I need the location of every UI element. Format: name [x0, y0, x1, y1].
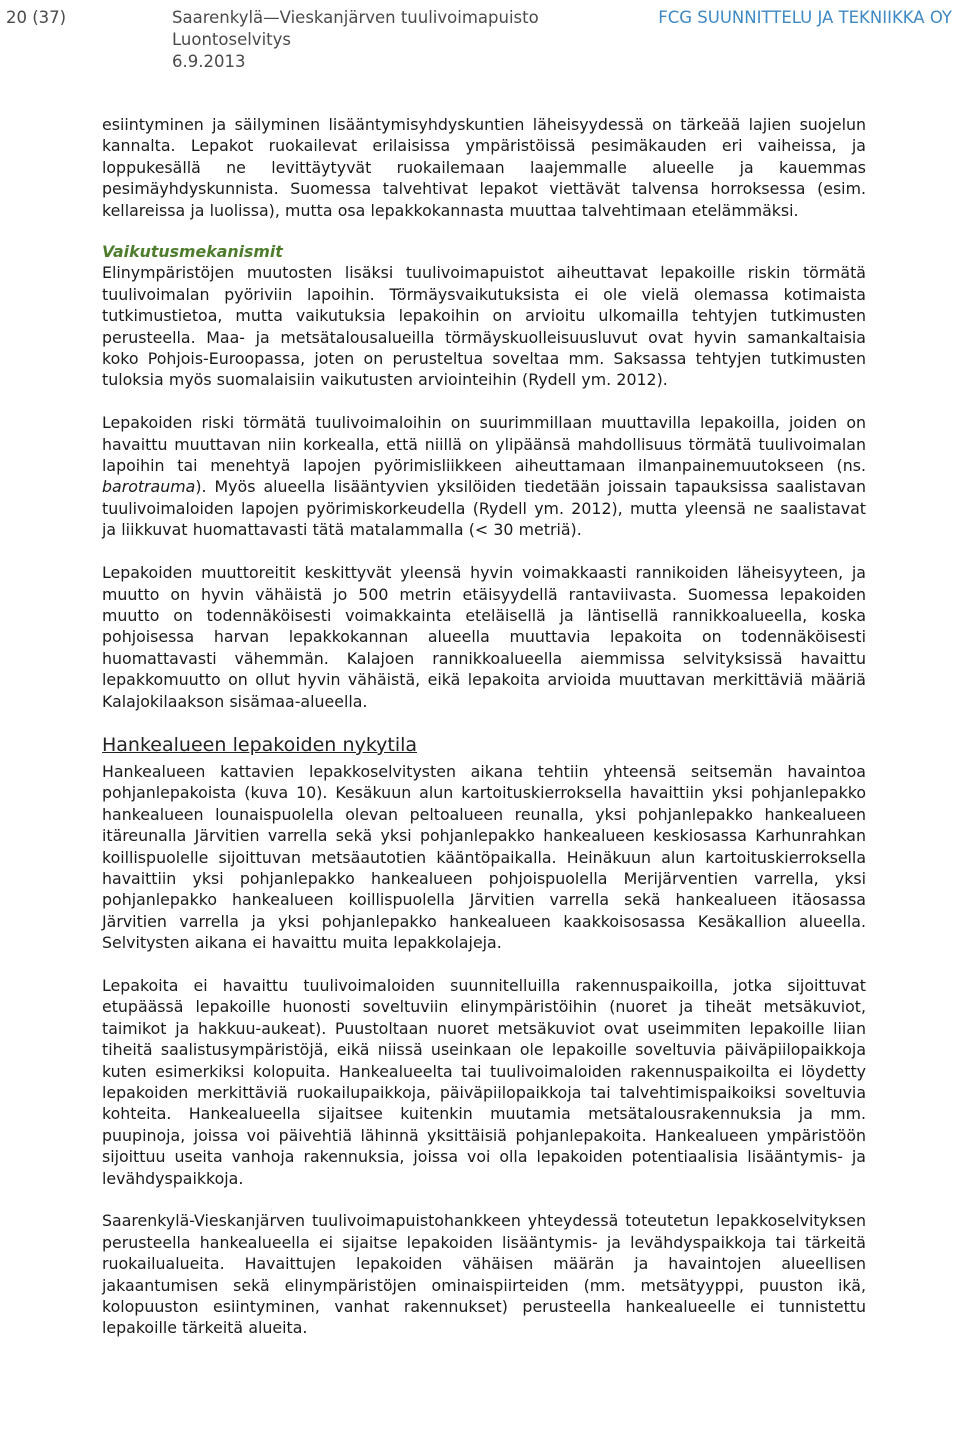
conclusion-paragraph: Saarenkylä-Vieskanjärven tuulivoimapuistohankkeen yhteydessä toteutetun lepakkoselvityksen perusteella hankealueella ei sijaitse lepakoiden lisääntymis- ja levähdyspaikkoja tai tärkeitä ruokailualueita. Havaittujen lepakoiden vähäisen määrän ja havaintojen alueellisen jakaantumisen sekä elinympäristöjen ominaispiirteiden (mm. metsätyyppi, puuston ikä, kolopuuston esiintyminen, vanhat rakennukset) perusteella hankealueelle ei tunnistettu lepakoille tärkeitä alueita.	[102, 1211, 866, 1338]
risk-text-after: ). Myös alueella lisääntyvien yksilöiden tiedetään joissain tapauksissa saalistavan tuulivoimaloiden lapojen pyörimiskorkeudella (Rydell ym. 2012), mutta yleensä ne saalistavat ja liikkuvat huomattavasti tätä matalammalla (< 30 metriä).	[102, 477, 866, 540]
company-name: FCG SUUNNITTELU JA TEKNIIKKA OY	[658, 8, 952, 27]
risk-text-before: Lepakoiden riski törmätä tuulivoimaloihin on suurimmillaan muuttavilla lepakoilla, joiden on havaittu muuttavan niin korkealla, että niillä on ylipäänsä mahdollisuus törmätä tuulivoimalan lapoihin tai menehtyä lapojen pyörimisliikkeen aiheuttamaan ilmanpainemuutokseen (ns.	[102, 413, 866, 476]
risk-term-italic: barotrauma	[102, 477, 196, 497]
document-date: 6.9.2013	[172, 52, 246, 71]
status-paragraph: Hankealueen kattavien lepakkoselvitysten aikana tehtiin yhteensä seitsemän havaintoa pohjanlepakoista (kuva 10). Kesäkuun alun kartoituskierroksella havaittiin yksi pohjanlepakko hankealueen lounaispuolella olevan peltoalueen reunalla, yksi pohjanlepakko hankealueen itäreunalla Järvitien varrella sekä yksi pohjanlepakko hankealueen keskiosassa Karhunrahkan koillispuolelle sijoittuvan metsäautotien kääntöpaikalla. Heinäkuun alun kartoituskierroksella havaittiin yksi pohjanlepakko hankealueen pohjoispuolella Merijärventien varrella, yksi pohjanlepakko hankealueen koillispuolella Järvitien varrella sekä hankealueen itäosassa Järvitien varrella ja yksi pohjanlepakko hankealueen kaakkoisosassa Kesäkallion alueella. Selvitysten aikana ei havaittu muita lepakkolajeja.	[102, 761, 866, 953]
mechanism-heading: Vaikutusmekanismit	[102, 242, 283, 262]
mechanism-paragraph: Elinympäristöjen muutosten lisäksi tuulivoimapuistot aiheuttavat lepakoille riskin törmätä tuulivoimalan pyöriviin lapoihin. Törmäysvaikutuksista ei ole vielä olemassa kotimaista tutkimustietoa, mutta vaikutuksia lepakoihin on arvioitu ulkomailla tehtyjen tutkimusten perusteella. Maa- ja metsätalousalueilla törmäyskuolleisuusluvut ovat hyvin samankaltaisia koko Pohjois-Euroopassa, joten on perusteltua soveltaa mm. Saksassa tehtyjen tutkimusten tuloksia myös suomalaisiin vaikutusten arviointeihin (Rydell ym. 2012).	[102, 263, 866, 390]
page-header	[0, 4, 960, 70]
intro-paragraph	[102, 114, 866, 221]
intro-text-b: Suomessa talvehtivat lepakot viettävät talvensa horroksessa (esim. kellareissa ja luolissa), mutta osa lepakkokannasta muuttaa talvehtimaan etelämmäksi.	[102, 179, 866, 220]
migration-paragraph: Lepakoiden muuttoreitit keskittyvät yleensä hyvin voimakkaasti rannikoiden läheisyyteen, ja muutto on hyvin vähäistä jo 500 metrin etäisyydellä rantaviivasta. Suomessa lepakoiden muutto on todennäköisesti voimakkainta eteläisellä ja läntisellä rannikkoalueella, koska pohjoisessa harvan lepakkokannan alueella muuttavia lepakoita on todennäköisesti huomattavasti vähemmän. Kalajoen rannikkoalueella aiemmissa selvityksissä havaittu lepakkomuutto on ollut hyvin vähäistä, eikä lepakoita arvioida muuttavan merkittäviä määriä Kalajokilaakson sisämaa-alueella.	[102, 563, 866, 711]
section-heading: Hankealueen lepakoiden nykytila	[102, 733, 418, 756]
intro-text-a: esiintyminen ja säilyminen lisääntymisyhdyskuntien läheisyydessä on tärkeää lajien suojelun kannalta. Lepakot ruokailevat erilaisissa ympäristöissä pesimäkauden eri vaiheissa, ja loppukesällä ne levittäytyvät ruokailemaan laajemmalle alueelle ja kauemmas pesimäyhdyskunnista.	[102, 115, 866, 199]
page-number: 20 (37)	[6, 8, 67, 27]
sites-paragraph: Lepakoita ei havaittu tuulivoimaloiden suunnitelluilla rakennuspaikoilla, jotka sijoittuvat etupäässä lepakoille huonosti soveltuviin elinympäristöihin (nuoret ja tiheät metsäkuviot, taimikot ja hakkuu-aukeat). Puustoltaan nuoret metsäkuviot ovat useimmiten lepakoille liian tiheitä saalistusympäristöjä, eikä niissä useinkaan ole lepakoille soveltuvia päiväpiilopaikkoja kuten esimerkiksi kolopuita. Hankealueelta tai tuulivoimaloiden rakennuspaikoilta ei löydetty lepakoiden merkittäviä ruokailupaikkoja, päiväpiilopaikkoja tai talvehtimispaikoiksi soveltuvia kohteita. Hankealueella sijaitsee kuitenkin muutamia metsätalousrakennuksia ja mm. puupinoja, joissa voi päivehtiä lähinnä yksittäisiä pohjanlepakoita. Hankealueen ympäristöön sijoittuu useita vanhoja rakennuksia, joissa voi olla lepakoiden potentiaalisia lisääntymis- ja levähdyspaikkoja.	[102, 975, 866, 1188]
project-info	[172, 7, 539, 73]
document-body	[102, 114, 866, 1339]
document-type: Luontoselvitys	[172, 30, 291, 49]
project-title: Saarenkylä—Vieskanjärven tuulivoimapuisto	[172, 8, 539, 27]
risk-paragraph	[102, 412, 866, 540]
